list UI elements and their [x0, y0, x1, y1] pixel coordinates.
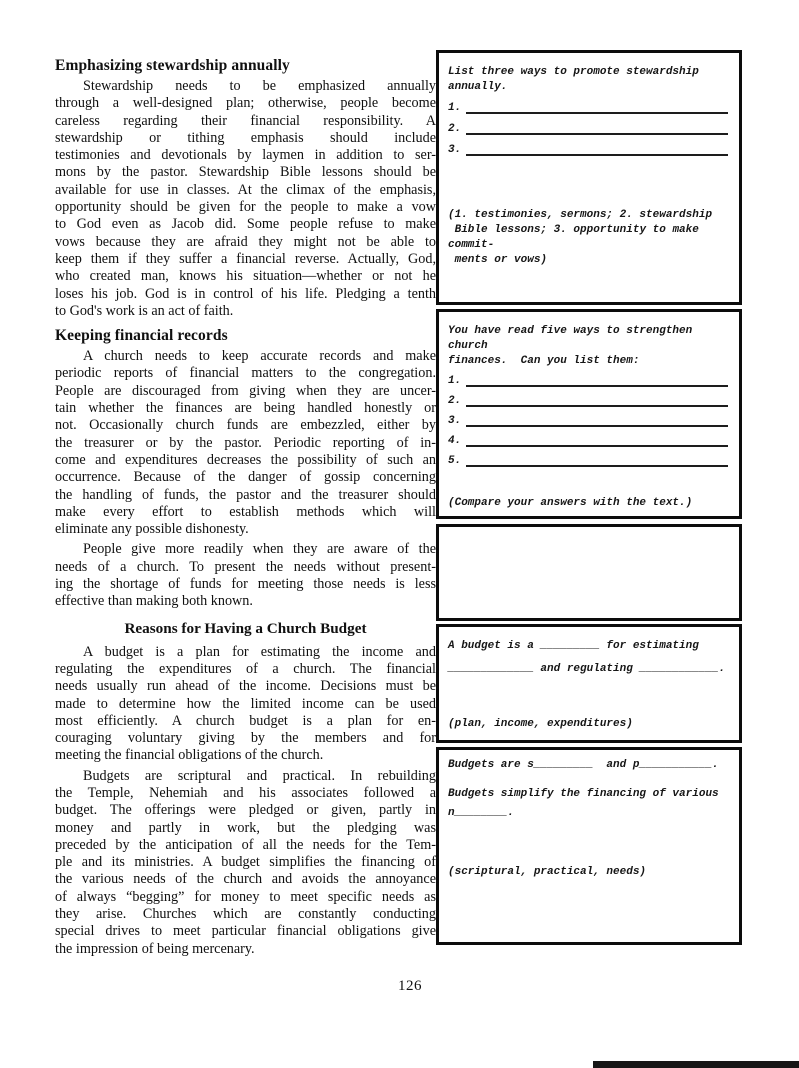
text-line: testimonies and devotionals by laymen in addition to ser- — [55, 147, 436, 164]
text-line: they arise. Churches which are constantly conducting — [55, 906, 436, 923]
blank-number: 3. — [448, 415, 462, 427]
blank-number: 4. — [448, 435, 462, 447]
blank-number: 1. — [448, 375, 462, 387]
text-line: _____________ and regulating ____________. — [448, 663, 726, 675]
text-line: not. Occasionally church funds are embezzled, either by — [55, 417, 436, 434]
text-line: (Compare your answers with the text.) — [448, 497, 693, 509]
text-line: (1. testimonies, sermons; 2. stewardship — [448, 209, 713, 221]
fill-in-blank-list — [448, 369, 730, 469]
text-line: Bible lessons; 3. opportunity to make commit- — [448, 224, 706, 251]
blank-row — [448, 389, 730, 409]
text-line: ple and its ministries. A budget simplifies the financing of — [55, 854, 436, 871]
text-line: special drives to meet particular financial obligations give — [55, 923, 436, 940]
text-line: make every effort to establish methods which will — [55, 503, 436, 520]
text-line: (scriptural, practical, needs) — [448, 866, 647, 878]
worksheet-box-empty — [436, 524, 742, 621]
text-line: needs of a church. To present the needs without present- — [55, 558, 436, 575]
text-line: made to determine how the limited income can be used — [55, 695, 436, 712]
blank-line — [466, 444, 728, 447]
text-line: tain whether the finances are being handled honestly or — [55, 400, 436, 417]
text-line: stewardship or tithing emphasis should include — [55, 129, 436, 146]
answer-key-text — [448, 717, 730, 732]
blank-row — [448, 137, 730, 158]
text-line: of always “begging” for money to meet specific needs as — [55, 888, 436, 905]
text-line: to God's work is an act of faith. — [55, 302, 234, 319]
text-line: preceded by the anticipation of all the needs for the Tem- — [55, 836, 436, 853]
paragraph-records-1 — [55, 348, 436, 538]
text-line: People give more readily when they are aware of the — [83, 541, 436, 558]
text-line: n________. — [448, 807, 515, 819]
text-line: Budgets are s_________ and p___________. — [448, 759, 719, 771]
prompt-text — [448, 635, 730, 681]
text-line: the Temple, Nehemiah and his associates followed a — [55, 784, 436, 801]
text-line: most efficiently. A church budget is a plan for en- — [55, 712, 436, 729]
worksheet-box-budgets-properties — [436, 747, 742, 945]
text-line: the treasurer or by the pastor. Periodic reporting of in- — [55, 434, 436, 451]
text-line: through a well-designed plan; otherwise, people become — [55, 95, 436, 112]
blank-row — [448, 95, 730, 116]
blank-line — [466, 424, 728, 427]
blank-number: 5. — [448, 455, 462, 467]
text-line: A church needs to keep accurate records and make — [83, 348, 436, 365]
text-line: regulating the expenditures of a church. The financial — [55, 660, 436, 677]
text-line: A budget is a plan for estimating the income and — [83, 643, 436, 660]
blank-row — [448, 409, 730, 429]
blank-number: 2. — [448, 395, 462, 407]
page-number: 126 — [398, 978, 422, 994]
blank-number: 3. — [448, 144, 462, 156]
text-line: ments or vows) — [448, 254, 548, 266]
text-line: vows because they are afraid they might not be able to — [55, 233, 436, 250]
text-line: careless regarding their financial responsibility. A — [55, 112, 436, 129]
text-line: keep them if they suffer a financial reverse. Actually, God, — [55, 250, 436, 267]
text-line: ing the shortage of funds for meeting those needs is less — [55, 576, 436, 593]
blank-line — [466, 404, 728, 407]
blank-line — [466, 111, 728, 114]
text-line: to God even as Jacob did. Some people refuse to make — [55, 216, 436, 233]
blank-row — [448, 429, 730, 449]
blank-row — [448, 369, 730, 389]
worksheet-box-budget-definition — [436, 624, 742, 743]
text-line: Budgets are scriptural and practical. In rebuilding — [83, 767, 436, 784]
text-line: People are discouraged from giving when they are uncer- — [55, 382, 436, 399]
text-line: Stewardship needs to be emphasized annually — [83, 78, 436, 94]
text-line: come and expenditures decreases the possibility of such an — [55, 451, 436, 468]
prompt-text — [448, 324, 730, 369]
article-column — [55, 57, 436, 958]
text-line: effective than making both known. — [55, 593, 253, 610]
fill-in-blank-list — [448, 95, 730, 158]
blank-number: 1. — [448, 102, 462, 114]
section-heading-records: Keeping financial records — [55, 327, 228, 345]
blank-row — [448, 449, 730, 469]
text-line: annually. — [448, 81, 508, 93]
text-line: needs usually run ahead of the income. Decisions must be — [55, 678, 436, 695]
paragraph-records-2 — [55, 541, 436, 610]
text-line: available for use in classes. At the climax of the emphasis, — [55, 181, 436, 198]
blank-number: 2. — [448, 123, 462, 135]
blank-line — [466, 153, 728, 156]
text-line: budget. The offerings were pledged or given, partly in — [55, 802, 436, 819]
prompt-text — [448, 756, 730, 823]
text-line: who created man, knows his situation—whether or not he — [55, 268, 436, 285]
text-line: eliminate any possible dishonesty. — [55, 521, 249, 538]
paragraph-budget-1 — [55, 644, 436, 765]
blank-line — [466, 132, 728, 135]
paragraph-budget-2 — [55, 768, 436, 958]
text-line: couraging voluntary giving by the members and for — [55, 730, 436, 747]
answer-key-text — [448, 208, 730, 268]
blank-row — [448, 116, 730, 137]
text-line: meeting the financial obligations of the church. — [55, 747, 324, 764]
answer-key-text — [448, 865, 730, 880]
text-line: You have read five ways to strengthen church — [448, 325, 699, 352]
text-line: periodic reports of financial matters to the congregation. — [55, 365, 436, 382]
text-line: the impression of being mercenary. — [55, 940, 255, 957]
scan-artifact-bar — [593, 1061, 799, 1068]
text-line: (plan, income, expenditures) — [448, 718, 633, 730]
section-heading-budget: Reasons for Having a Church Budget — [124, 619, 367, 637]
text-line: loses his job. God is in control of his life. Pledging a tenth — [55, 285, 436, 302]
text-line: the various needs of the church and avoids the annoyance — [55, 871, 436, 888]
text-line: Budgets simplify the financing of various — [448, 788, 719, 800]
text-line: List three ways to promote stewardship — [448, 66, 699, 78]
blank-line — [466, 464, 728, 467]
answer-key-text — [448, 496, 730, 511]
text-line: the handling of funds, the pastor and the treasurer should — [55, 486, 436, 503]
text-line: opportunity should be given for the people to make a vow — [55, 199, 436, 216]
section-heading-stewardship: Emphasizing stewardship annually — [55, 57, 290, 74]
blank-line — [466, 384, 728, 387]
paragraph-stewardship — [55, 78, 436, 320]
text-line: money and partly in work, but the pledging was — [55, 819, 436, 836]
worksheet-box-strengthen-finances — [436, 309, 742, 519]
text-line: finances. Can you list them: — [448, 355, 640, 367]
text-line: mons by the pastor. Stewardship Bible lessons should be — [55, 164, 436, 181]
worksheet-box-promote-stewardship — [436, 50, 742, 305]
text-line: A budget is a _________ for estimating — [448, 640, 699, 652]
prompt-text — [448, 65, 730, 95]
text-line: occurrence. Because of the danger of gossip concerning — [55, 469, 436, 486]
